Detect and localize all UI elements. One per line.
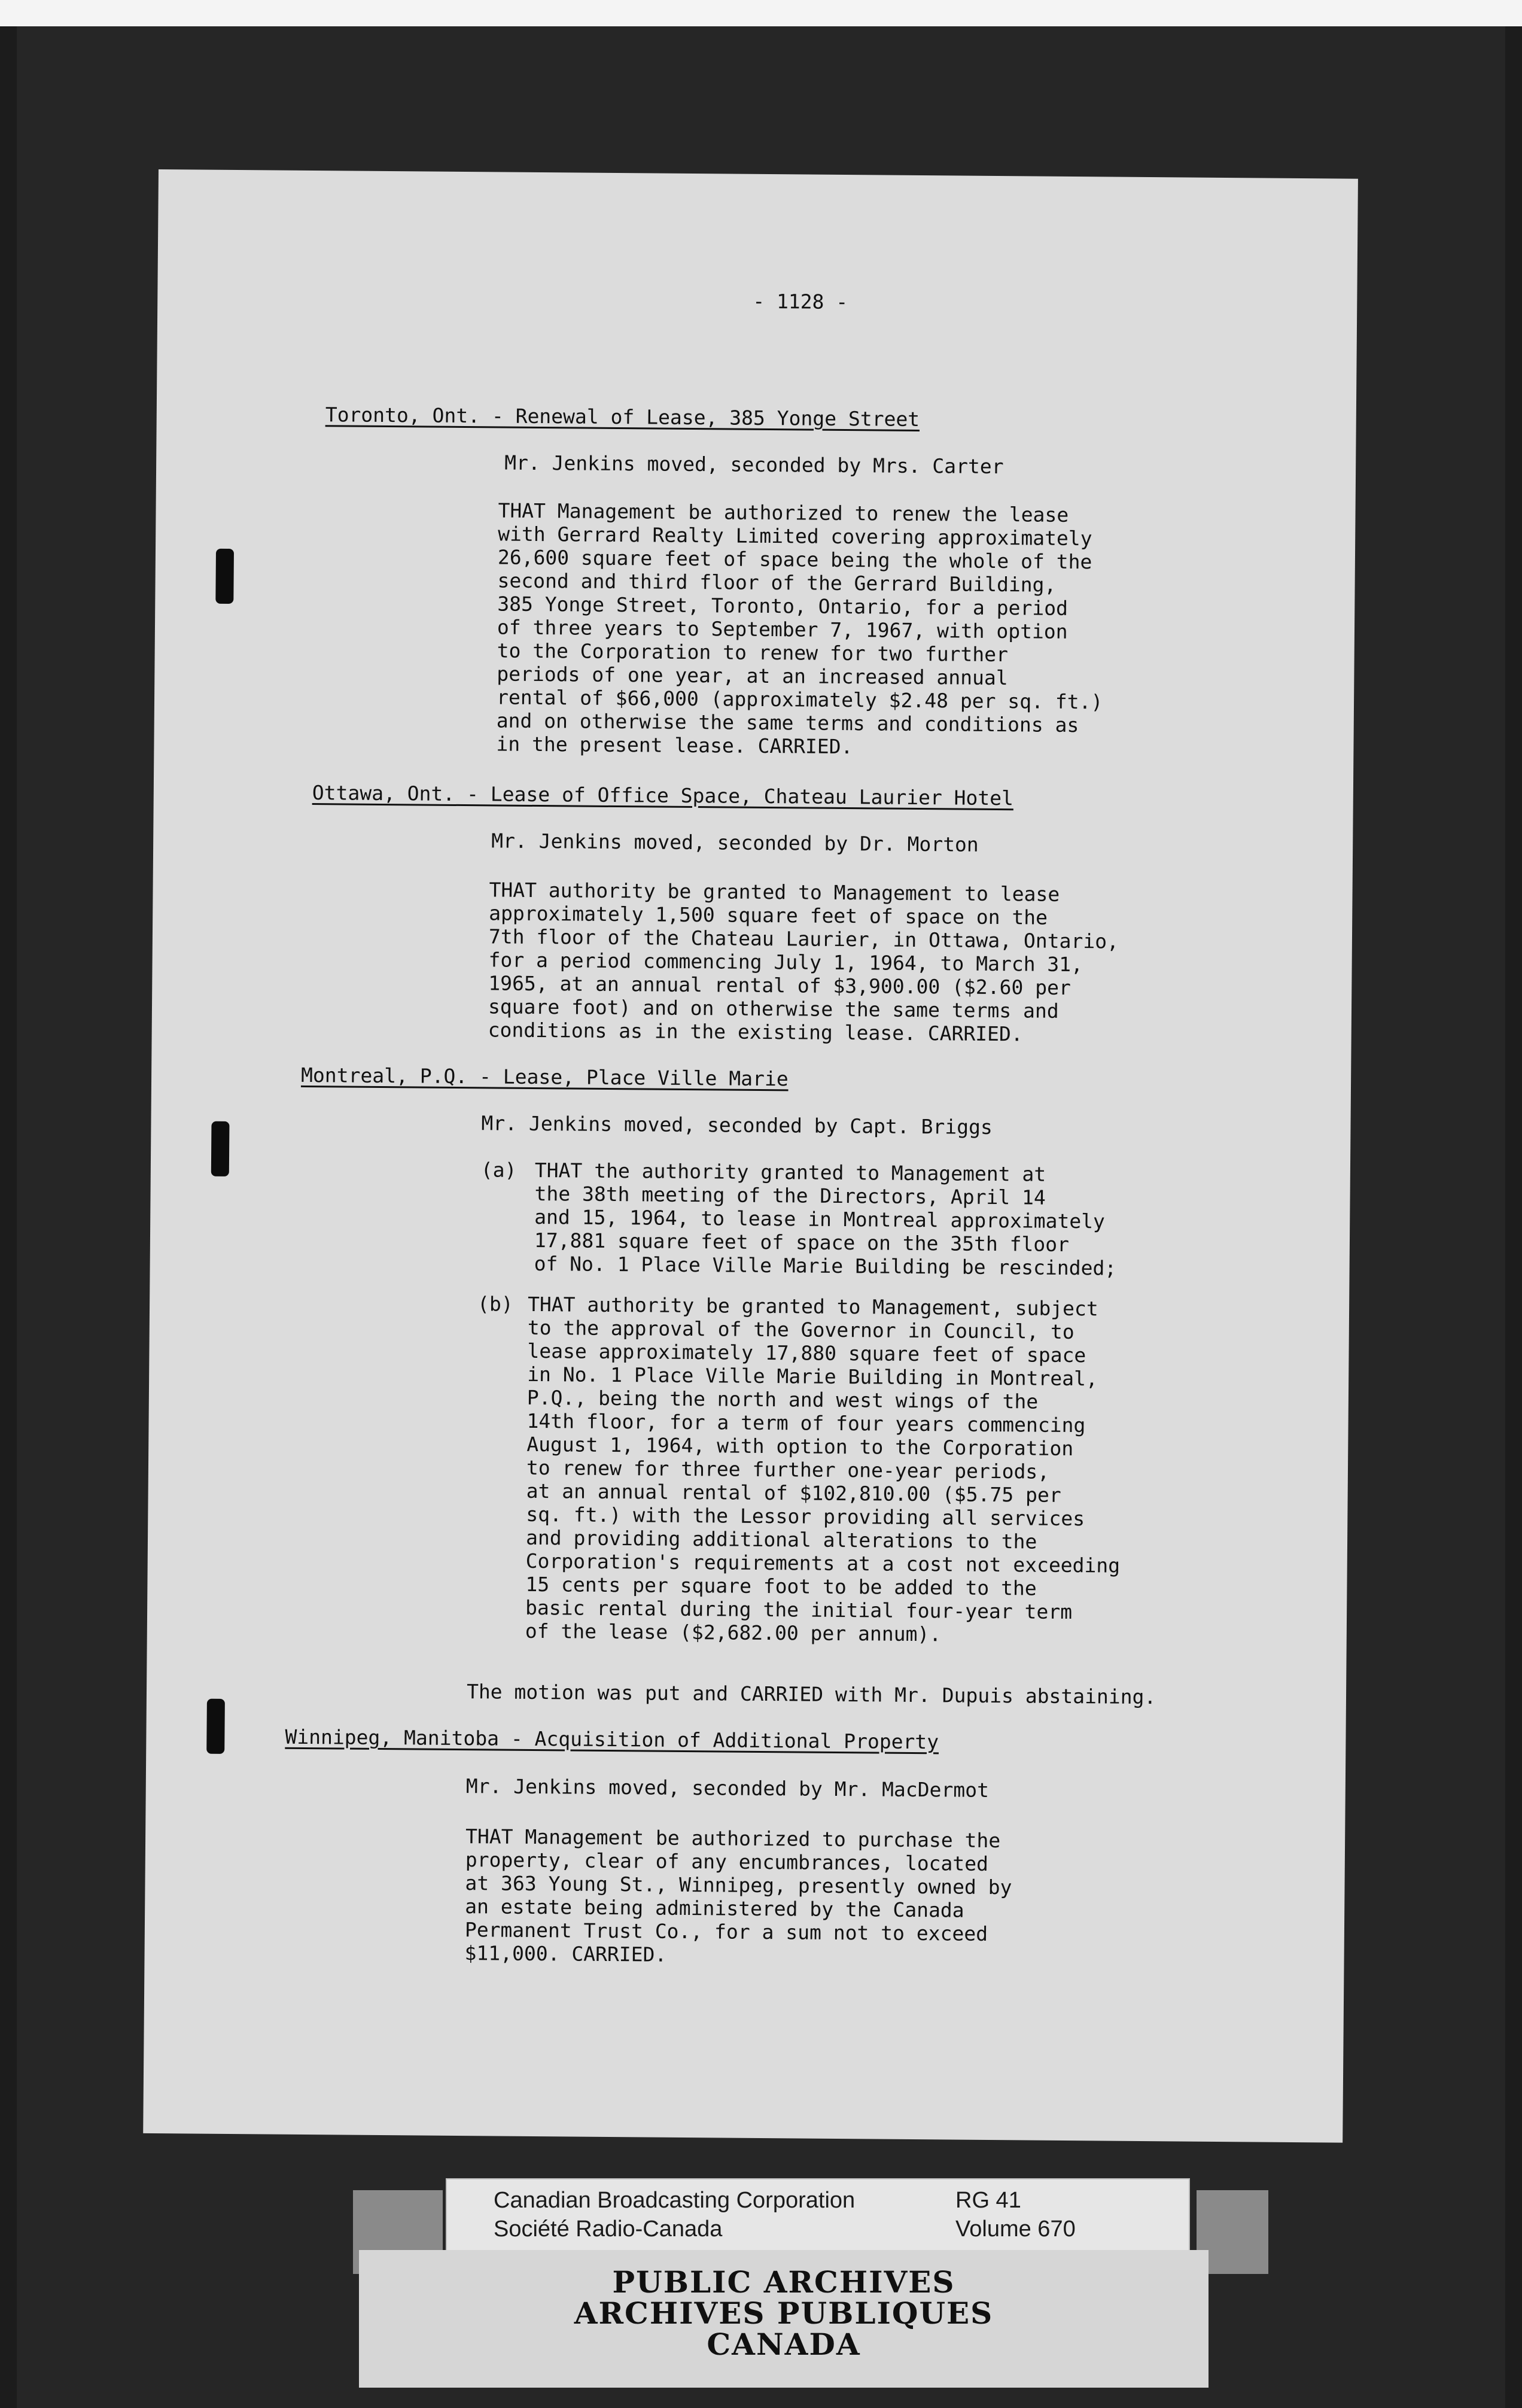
- archive-org-english: Canadian Broadcasting Corporation: [494, 2188, 856, 2213]
- item-marker-b: (b): [477, 1292, 513, 1316]
- resolution-ottawa: THAT authority be granted to Management to lease approximately 1,500 square feet of space on the 7th floor of the Chateau Laurier, in Ottawa, Ontario, for a period commencing July 1, 1964, to March 31, 1965, at an annual rental of $3,900.00 ($2.60 per square foot) and on otherwise the same terms and conditions as in the existing lease. CARRIED.: [488, 878, 1119, 1046]
- archive-volume: Volume 670: [955, 2217, 1076, 2242]
- resolution-winnipeg: THAT Management be authorized to purchase the property, clear of any encumbrances, located at 363 Young St., Winnipeg, presently owned by an estate being administered by the Canada Permanent Trust Co., for a sum not to exceed $11,000. CARRIED.: [464, 1825, 1012, 1966]
- section-heading-montreal: Montreal, P.Q. - Lease, Place Ville Marie: [300, 1063, 789, 1091]
- section-heading-winnipeg: Winnipeg, Manitoba - Acquisition of Additional Property: [285, 1725, 939, 1754]
- stamp-line-3: CANADA: [707, 2327, 861, 2362]
- resolution-toronto: THAT Management be authorized to renew the lease with Gerrard Realty Limited covering approximately 26,600 square feet of space being the whole of the second and third floor of the Gerrard Building, 385 Yonge Street, Toronto, Ontario, for a period of three years to September 7, 1967, with option to the Corporation to renew for two further periods of one year, at an increased annual rental of $66,000 (approximately $2.48 per sq. ft.) and on otherwise the same terms and conditions as in the present lease. CARRIED.: [496, 498, 1103, 759]
- motion-outcome-montreal: The motion was put and CARRIED with Mr. Dupuis abstaining.: [466, 1680, 1156, 1709]
- top-margin-strip: [0, 0, 1522, 26]
- archive-record-group: RG 41: [955, 2188, 1021, 2213]
- stamp-line-1: PUBLIC ARCHIVES: [612, 2264, 955, 2300]
- motion-toronto: Mr. Jenkins moved, seconded by Mrs. Carter: [504, 451, 1004, 479]
- page-number: - 1128 -: [753, 289, 848, 314]
- punch-hole: [206, 1699, 225, 1754]
- section-heading-toronto: Toronto, Ont. - Renewal of Lease, 385 Yonge Street: [325, 403, 920, 431]
- item-marker-a: (a): [480, 1158, 517, 1182]
- motion-ottawa: Mr. Jenkins moved, seconded by Dr. Morton: [491, 829, 979, 856]
- section-heading-ottawa: Ottawa, Ont. - Lease of Office Space, Chateau Laurier Hotel: [312, 781, 1014, 810]
- punch-hole: [215, 549, 234, 604]
- document-page: [143, 169, 1358, 2143]
- archive-org-french: Société Radio-Canada: [494, 2217, 723, 2242]
- stamp-line-2: ARCHIVES PUBLIQUES: [574, 2295, 994, 2331]
- motion-montreal: Mr. Jenkins moved, seconded by Capt. Briggs: [481, 1111, 993, 1139]
- public-archives-stamp: [359, 2250, 1209, 2388]
- punch-hole: [211, 1121, 230, 1176]
- motion-winnipeg: Mr. Jenkins moved, seconded by Mr. MacDermot: [465, 1774, 990, 1802]
- item-a-text: THAT the authority granted to Management at the 38th meeting of the Directors, April 14 and 15, 1964, to lease in Montreal approximately 17,881 square feet of space on the 35th floor of No. 1 Place Ville Marie Building be rescinded;: [534, 1158, 1117, 1280]
- item-b-text: THAT authority be granted to Management, subject to the approval of the Governor in Council, to lease approximately 17,880 square feet of space in No. 1 Place Ville Marie Building in Montreal, P.Q., being the north and west wings of the 14th floor, for a term of four years commencing August 1, 1964, with option to the Corporation to renew for three further one-year periods, at an annual rental of $102,810.00 ($5.75 per sq. ft.) with the Lessor providing all services and providing additional alterations to the Corporation's requirements at a cost not exceeding 15 cents per square foot to be added to the basic rental during the initial four-year term of the lease ($2,682.00 per annum).: [525, 1292, 1121, 1646]
